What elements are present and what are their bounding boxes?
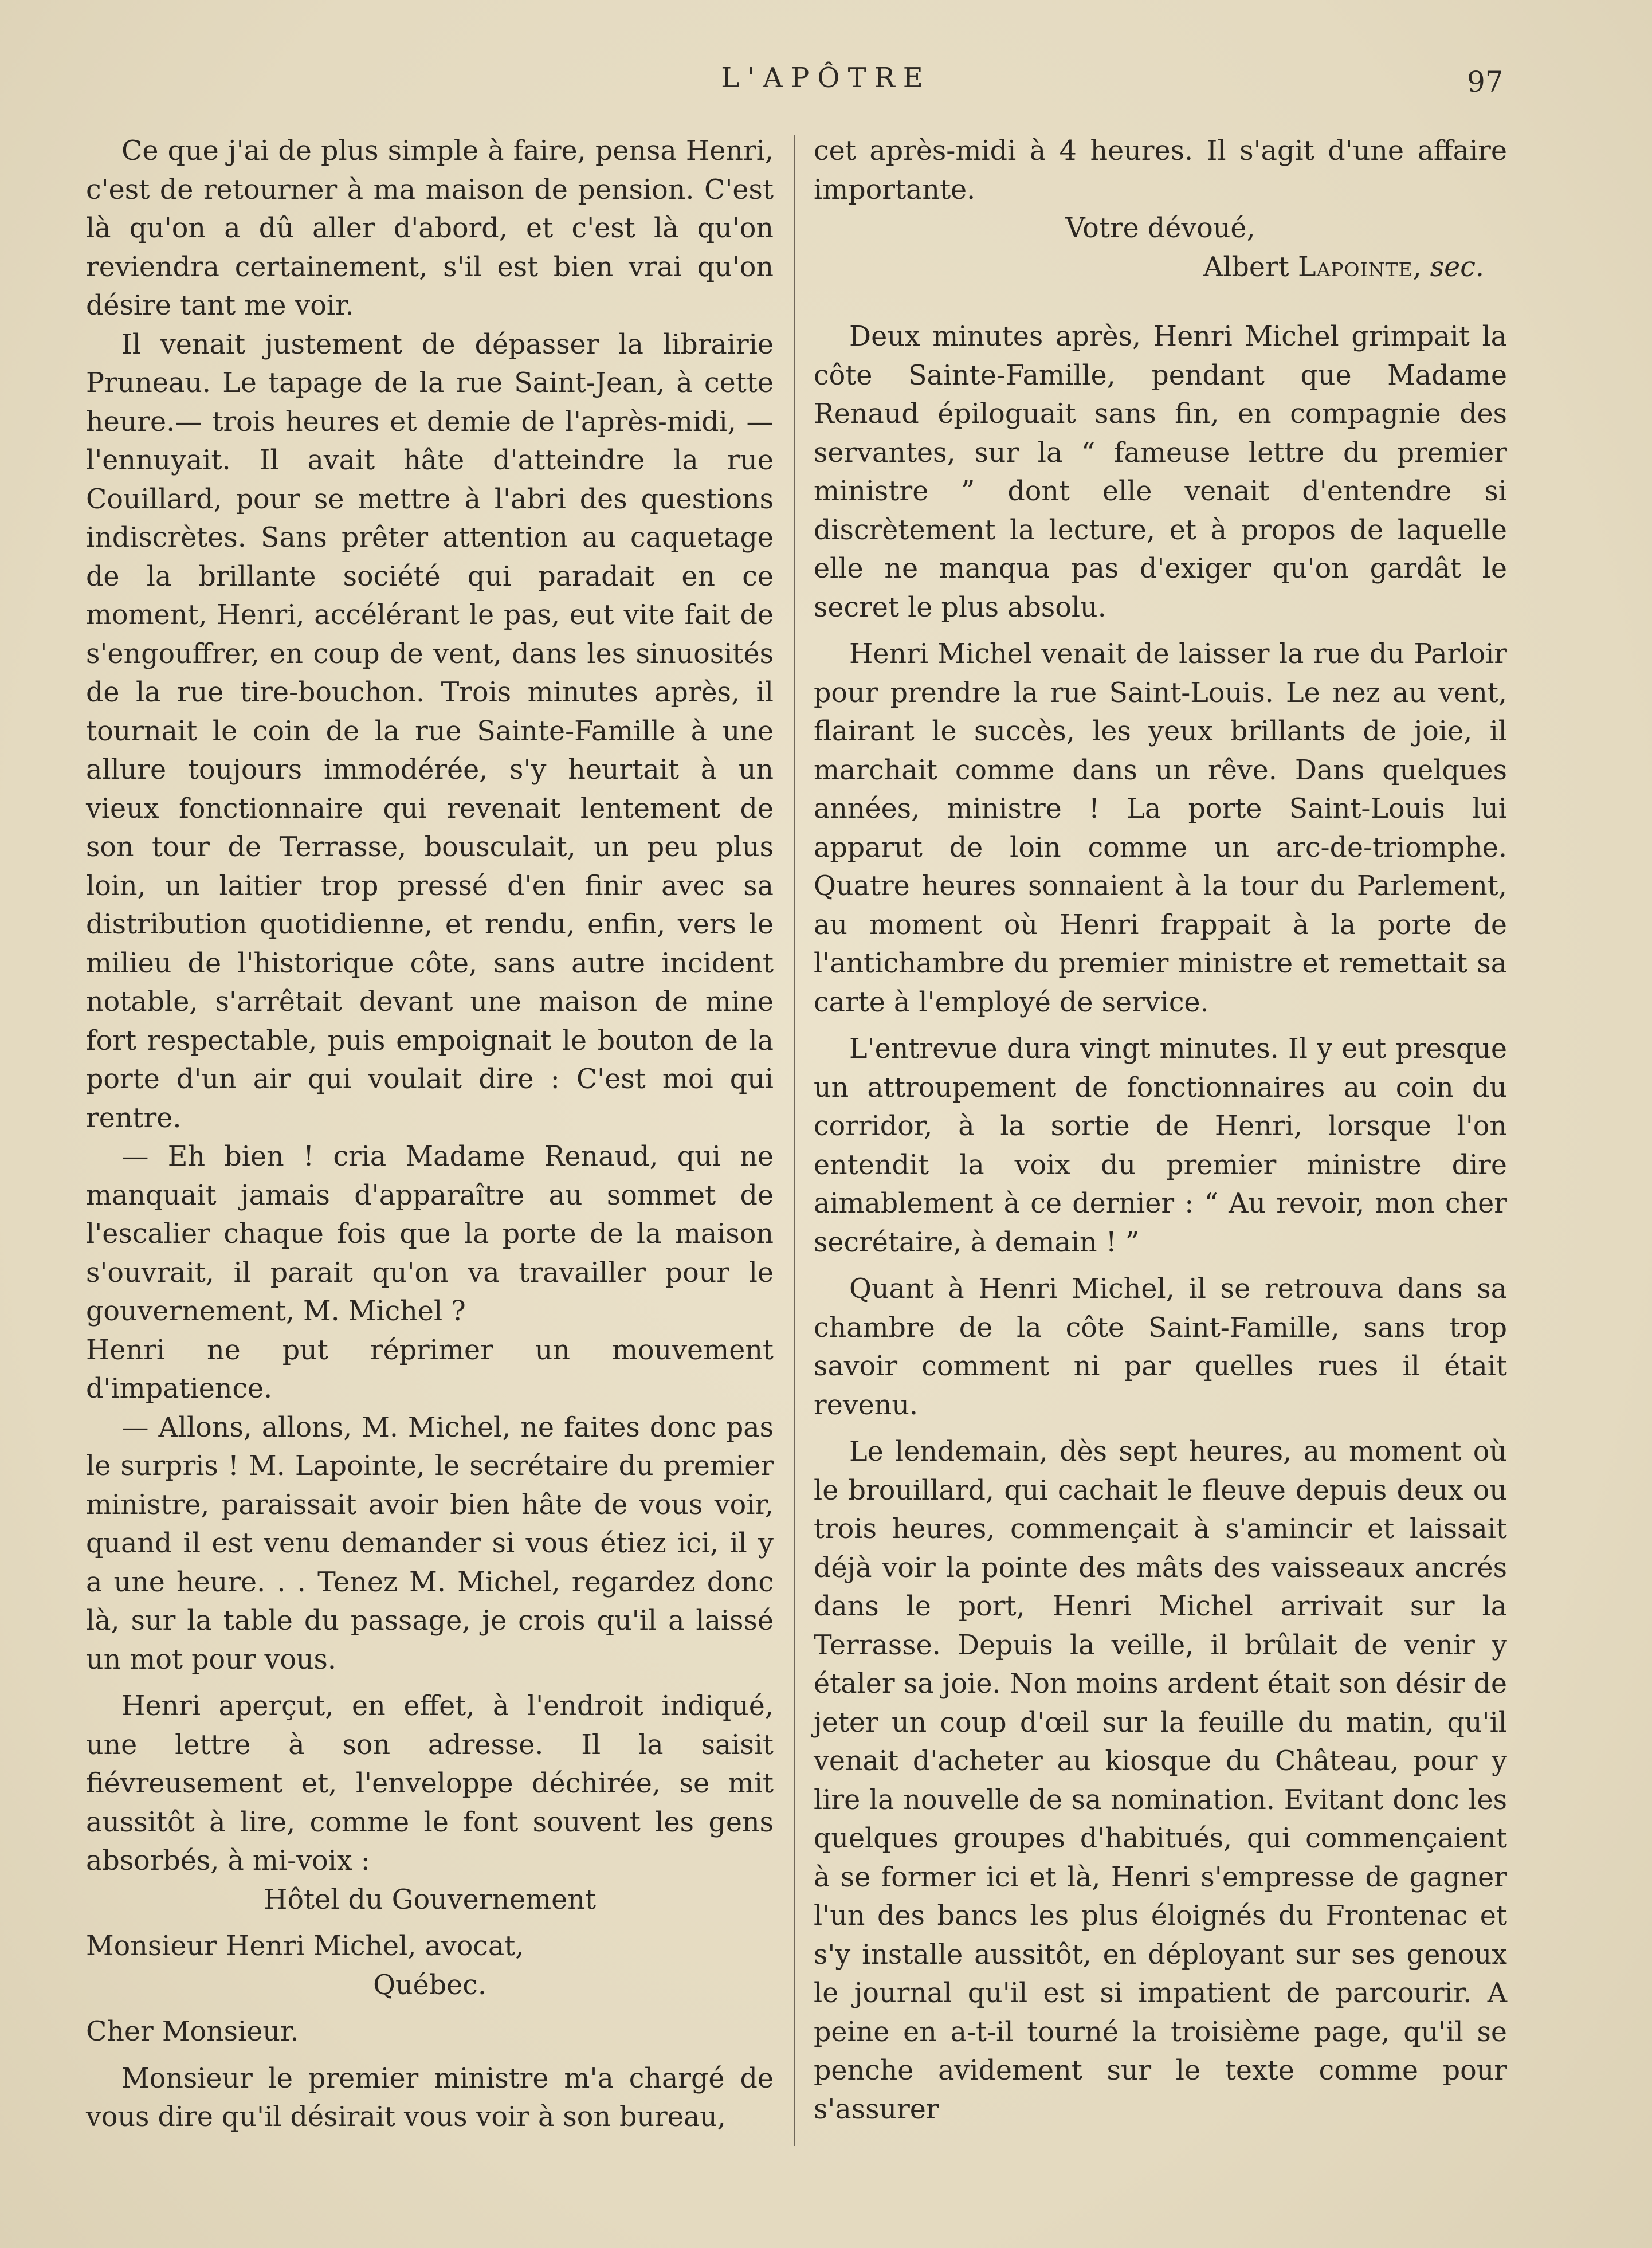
paragraph: Il venait justement de dépasser la librairie Pruneau. Le tapage de la rue Saint-Jean, à cette heure.— trois heures et demie de l'après-midi, — l'ennuyait. Il avait hâte d'atteindre la rue Couillard, pour se mettre à l'abri des questions indiscrètes. Sans prêter attention au caquetage de la brillante société qui paradait en ce moment, Henri, accélérant le pas, eut vite fait de s'engouffrer, en coup de vent, dans les sinuosités de la rue tire-bouchon. Trois minutes après, il tournait le coin de la rue Sainte-Famille à une allure toujours immodérée, s'y heurtait à un vieux fonctionnaire qui revenait lentement de son tour de Terrasse, bousculait, un peu plus loin, un laitier trop pressé d'en finir avec sa distribution quotidienne, et rendu, enfin, vers le milieu de l'historique côte, sans autre incident notable, s'arrêtait devant une maison de mine fort respectable, puis empoignait le bouton de la porte d'un air qui voulait dire : C'est moi qui rentre. — [86, 328, 774, 1134]
letter-salutation: Cher Monsieur. — [86, 2016, 299, 2047]
letter-body-start: Monsieur le premier ministre m'a chargé de vous dire qu'il désirait vous voir à son bureau, — [86, 2062, 774, 2133]
paragraph: Henri Michel venait de laisser la rue du Parloir pour prendre la rue Saint-Louis. Le nez au vent, flairant le succès, les yeux brillants de joie, il marchait comme dans un rêve. Dans quelques années, ministre ! La porte Saint-Louis lui apparut de loin comme un arc-de-triomphe. Quatre heures sonnaient à la tour du Parlement, au moment où Henri frappait à la porte de l'antichambre du premier ministre et remettait sa carte à l'employé de service. — [814, 638, 1507, 1018]
paragraph: Ce que j'ai de plus simple à faire, pensa Henri, c'est de retourner à ma maison de pension. C'est là qu'on a dû aller d'abord, et c'est là qu'on reviendra certainement, s'il est bien vrai qu'on désire tant me voir. — [86, 135, 774, 321]
paragraph: Le lendemain, dès sept heures, au moment où le brouillard, qui cachait le fleuve depuis deux ou trois heures, commençait à s'amincir et laissait déjà voir la pointe des mâts des vaisseaux ancrés dans le port, Henri Michel arrivait sur la Terrasse. Depuis la veille, il brûlait de venir y étaler sa joie. Non moins ardent était son désir de jeter un coup d'œil sur la feuille du matin, qu'il venait d'acheter au kiosque du Château, pour y lire la nouvelle de sa nomination. Evitant donc les quelques groupes d'habitués, qui commençaient à se former ici et là, Henri s'empresse de gagner l'un des bancs les plus éloignés du Frontenac et s'y installe aussitôt, en déployant sur ses genoux le journal qu'il est si impatient de parcourir. A peine en a-t-il tourné la troisième page, qu'il se penche avidement sur le texte comme pour s'assurer — [814, 1436, 1507, 2125]
signature-name: Albert — [1203, 251, 1298, 283]
column-divider — [794, 135, 795, 2146]
page-number: 97 — [1467, 65, 1504, 99]
signature-separator: , — [1412, 251, 1430, 283]
paragraph: L'entrevue dura vingt minutes. Il y eut presque un attroupement de fonctionnaires au coin du corridor, à la sortie de Henri, lorsque l'on entendit la voix du premier ministre dire aimablement à ce dernier : “ Au revoir, mon cher secrétaire, à demain ! ” — [814, 1033, 1507, 1258]
signature-title: sec. — [1430, 251, 1484, 283]
letter-addressee: Monsieur Henri Michel, avocat, — [86, 1931, 524, 1962]
paragraph: Henri aperçut, en effet, à l'endroit indiqué, une lettre à son adresse. Il la saisit fiévreusement et, l'enveloppe déchirée, se mit aussitôt à lire, comme le font souvent les gens absorbés, à mi-voix : — [86, 1690, 774, 1877]
letter-closing: Votre dévoué, — [1065, 213, 1255, 244]
paragraph: — Eh bien ! cria Madame Renaud, qui ne manquait jamais d'apparaître au sommet de l'escalier chaque fois que la porte de la maison s'ouvrait, il parait qu'on va travailler pour le gouvernement, M. Michel ? — [86, 1141, 774, 1327]
letter-city: Québec. — [373, 1969, 486, 2001]
letter-heading: Hôtel du Gouvernement — [264, 1884, 596, 1916]
signature-surname: Lapointe — [1297, 251, 1413, 283]
running-head-title: L'APÔTRE — [721, 62, 931, 94]
letter-signature — [814, 248, 1507, 287]
letter-body-end: cet après-midi à 4 heures. Il s'agit d'une affaire importante. — [814, 135, 1507, 206]
paragraph: Quant à Henri Michel, il se retrouva dans sa chambre de la côte Saint-Famille, sans trop savoir comment ni par quelles rues il était revenu. — [814, 1273, 1507, 1421]
paragraph: — Allons, allons, M. Michel, ne faites donc pas le surpris ! M. Lapointe, le secrétaire du premier ministre, paraissait avoir bien hâte de vous voir, quand il est venu demander si vous étiez ici, il y a une heure. . . Tenez M. Michel, regardez donc là, sur la table du passage, je crois qu'il a laissé un mot pour vous. — [86, 1411, 774, 1676]
paragraph: Henri ne put réprimer un mouvement d'impatience. — [86, 1334, 774, 1404]
right-column — [814, 132, 1507, 2129]
paragraph: Deux minutes après, Henri Michel grimpait la côte Sainte-Famille, pendant que Madame Renaud épiloguait sans fin, en compagnie des servantes, sur la “ fameuse lettre du premier ministre ” dont elle venait d'entendre si discrètement la lecture, et à propos de laquelle elle ne manqua pas d'exiger qu'on gardât le secret le plus absolu. — [814, 321, 1507, 623]
left-column — [86, 132, 774, 2137]
